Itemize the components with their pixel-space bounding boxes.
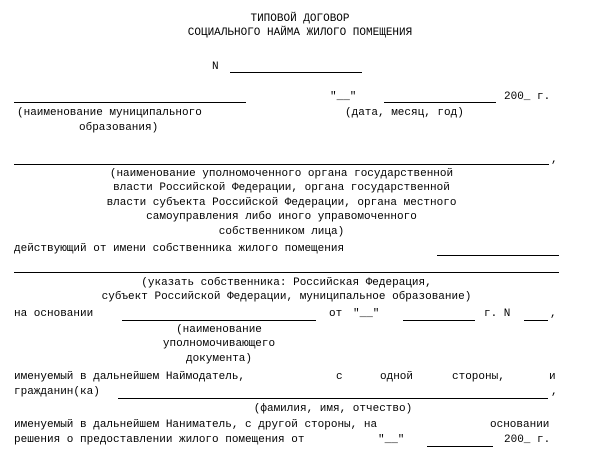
decision-day-quote: "__" [378, 434, 405, 446]
decision-text: решения о предоставлении жилого помещения от [14, 434, 305, 446]
from-label: от [329, 308, 343, 320]
organ-caption-2: власти Российской Федерации, органа государственной [113, 182, 450, 194]
citizen-comma: , [551, 386, 558, 398]
municipal-caption-1: (наименование муниципального [17, 107, 202, 119]
organ-caption-4: самоуправления либо иного управомоченного [146, 211, 417, 223]
basis-comma: , [550, 308, 557, 320]
doc-title-line-2: СОЦИАЛЬНОГО НАЙМА ЖИЛОГО ПОМЕЩЕНИЯ [187, 27, 413, 39]
date-caption: (дата, месяц, год) [345, 107, 464, 119]
basis-document-field[interactable] [122, 320, 316, 321]
basis-caption-3: документа) [185, 353, 252, 365]
citizen-fio-field[interactable] [118, 398, 548, 399]
citizen-label: гражданин(ка) [14, 386, 100, 398]
decision-month-field[interactable] [427, 446, 493, 447]
fio-caption: (фамилия, имя, отчество) [253, 403, 413, 415]
landlord-word-and: и [549, 371, 556, 383]
owner-caption-2: субъект Российской Федерации, муниципальное образование) [101, 291, 472, 303]
organ-caption-1: (наименование уполномоченного органа государственной [109, 168, 454, 180]
landlord-word-side: стороны, [452, 371, 505, 383]
basis-month-field[interactable] [403, 320, 475, 321]
basis-label: на основании [14, 308, 94, 320]
landlord-word-one: одной [380, 371, 414, 383]
owner-field-2[interactable] [14, 272, 559, 273]
year-label: 200_ г. [504, 91, 551, 103]
organ-comma: , [551, 154, 558, 166]
landlord-word-s: с [336, 371, 343, 383]
number-field[interactable] [230, 72, 362, 73]
organ-caption-5: собственником лица) [218, 226, 345, 238]
tenant-text: именуемый в дальнейшем Наниматель, с другой стороны, на [14, 419, 378, 431]
basis-day-quote: "__" [353, 308, 380, 320]
basis-caption-2: уполномочивающего [162, 338, 276, 350]
owner-field-1[interactable] [437, 255, 559, 256]
owner-caption-1: (указать собственника: Российская Федерация, [141, 277, 432, 289]
landlord-text: именуемый в дальнейшем Наймодатель, [14, 371, 246, 383]
date-month-field[interactable] [384, 102, 496, 103]
organ-name-field[interactable] [14, 164, 549, 165]
tenant-word-basis: основании [490, 419, 550, 431]
doc-title-line-1: ТИПОВОЙ ДОГОВОР [250, 13, 350, 25]
basis-num-label: г. N [484, 308, 511, 320]
municipal-caption-2: образования) [79, 122, 159, 134]
basis-number-field[interactable] [524, 320, 548, 321]
number-label: N [212, 61, 219, 73]
date-day-quote: "__" [330, 91, 357, 103]
basis-caption-1: (наименование [176, 324, 262, 336]
municipal-name-field[interactable] [14, 102, 246, 103]
organ-caption-3: власти субъекта Российской Федерации, органа местного [106, 197, 457, 209]
decision-year-label: 200_ г. [504, 434, 551, 446]
acting-text: действующий от имени собственника жилого помещения [14, 243, 345, 255]
